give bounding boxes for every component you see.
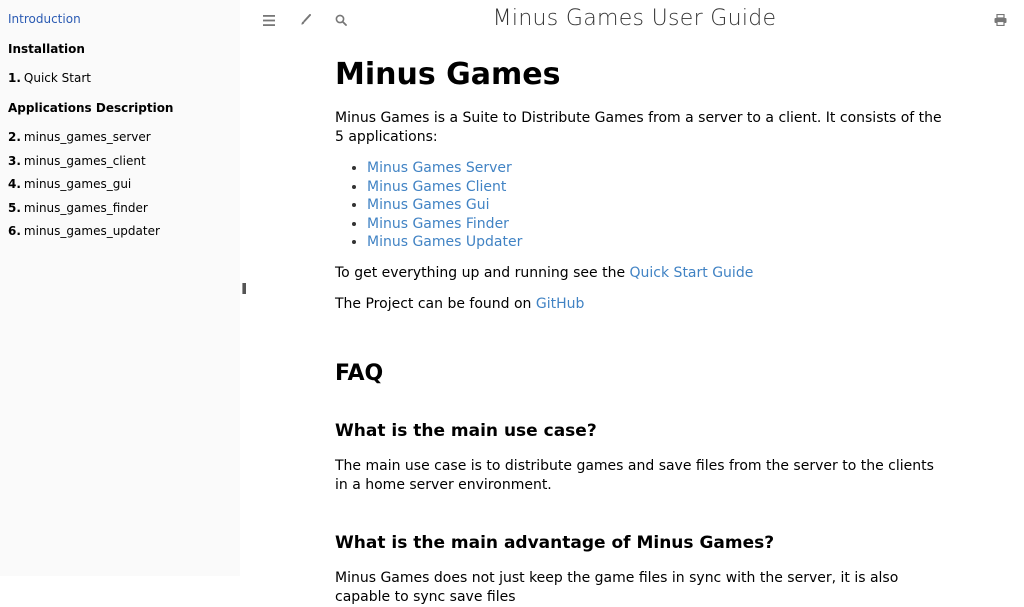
faq-heading: FAQ [335,360,384,386]
link-server[interactable]: Minus Games Server [367,160,512,176]
chapter-number: 2. [8,130,21,144]
page-content [335,52,945,607]
sidebar-part-installation: Installation [8,42,85,56]
project-text: The Project can be found on [335,295,536,312]
sidebar-item-gui[interactable] [8,176,240,192]
sidebar-part-applications: Applications Description [8,101,174,115]
chapter-number: 4. [8,177,21,191]
link-client[interactable]: Minus Games Client [367,178,507,195]
sidebar-item-client[interactable] [8,153,240,169]
link-gui[interactable]: Minus Games Gui [367,197,490,213]
running-paragraph [335,264,945,283]
link-quick-start-guide[interactable]: Quick Start Guide [629,264,754,281]
book-title: Minus Games User Guide [492,6,777,31]
sidebar-link-updater[interactable]: minus_games_updater [23,224,160,238]
sidebar-link-quick-start[interactable]: Quick Start [23,71,91,85]
link-finder[interactable]: Minus Games Finder [367,215,509,232]
sidebar-resize-handle[interactable] [242,283,246,294]
sidebar-item-server[interactable] [8,129,240,145]
faq-question-2: What is the main advantage of Minus Games? [335,532,775,553]
sidebar-link-gui[interactable]: minus_games_gui [23,177,132,191]
menu-bar [245,0,1024,40]
sidebar-item-finder[interactable] [8,200,240,216]
link-updater[interactable]: Minus Games Updater [367,234,523,250]
list-item [367,196,945,215]
table-of-contents [0,0,240,239]
sidebar-item-quick-start[interactable] [8,70,240,86]
sidebar-item-introduction[interactable] [8,11,240,27]
sidebar-item-updater[interactable] [8,223,240,239]
faq-answer-1: The main use case is to distribute games and save files from the server to the clients in a home server environment. [335,457,934,493]
chapter-number: 5. [8,200,21,215]
sidebar-link-introduction[interactable]: Introduction [8,12,81,26]
chapter-number: 1. [8,71,21,85]
faq-answer-2: Minus Games does not just keep the game files in sync with the server, it is also capable to sync save files [335,569,899,605]
list-item [367,233,945,252]
list-item [367,215,945,234]
sidebar-link-finder[interactable]: minus_games_finder [23,200,148,215]
sidebar [0,0,240,576]
list-item [367,159,945,178]
faq-question-1: What is the main use case? [335,420,597,441]
page-title: Minus Games [335,57,561,92]
project-paragraph [335,295,945,314]
sidebar-link-server[interactable]: minus_games_server [23,130,151,144]
intro-paragraph: Minus Games is a Suite to Distribute Games from a server to a client. It consists of the 5 applications: [335,110,942,145]
applications-list [335,159,945,252]
list-item [367,178,945,197]
chapter-number: 6. [8,224,21,238]
print-icon[interactable] [988,8,1012,32]
chapter-number: 3. [8,153,21,168]
link-github[interactable]: GitHub [535,295,585,312]
sidebar-link-client[interactable]: minus_games_client [23,153,146,168]
running-text: To get everything up and running see the [335,264,630,281]
